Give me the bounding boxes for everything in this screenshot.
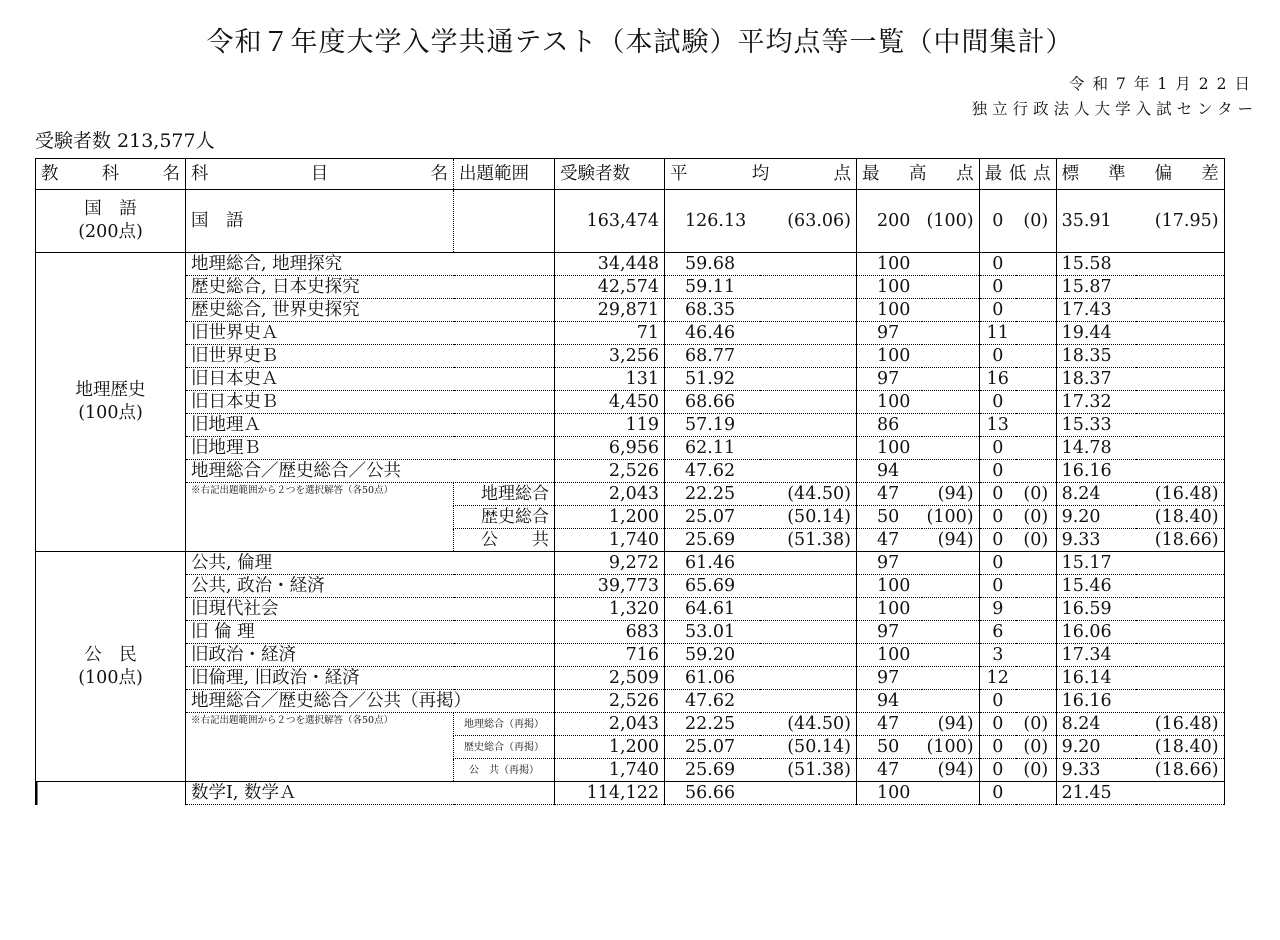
sd-cell-scaled: (16.48) xyxy=(1136,713,1224,736)
mean-cell-scaled xyxy=(760,644,857,667)
min-cell-scaled xyxy=(1016,437,1056,460)
mean-cell-scaled xyxy=(760,621,857,644)
table-row xyxy=(36,368,1225,391)
max-cell-scaled xyxy=(922,782,980,805)
sd-cell: 17.34 xyxy=(1056,644,1136,667)
max-cell: 100 xyxy=(857,598,922,621)
mean-cell: 47.62 xyxy=(665,460,760,483)
table-row xyxy=(36,782,1225,805)
sd-cell: 8.24 xyxy=(1056,713,1136,736)
examinee-cell: 119 xyxy=(555,414,665,437)
sd-cell: 9.20 xyxy=(1056,506,1136,529)
sd-cell-scaled xyxy=(1136,253,1224,276)
table-row xyxy=(36,190,1225,253)
sd-cell-scaled xyxy=(1136,368,1224,391)
sd-cell: 16.16 xyxy=(1056,690,1136,713)
examinee-cell: 1,200 xyxy=(555,506,665,529)
examinee-cell: 163,474 xyxy=(555,190,665,253)
mean-cell: 59.20 xyxy=(665,644,760,667)
sd-cell: 18.37 xyxy=(1056,368,1136,391)
max-cell-scaled: (94) xyxy=(922,483,980,506)
max-cell: 97 xyxy=(857,368,922,391)
selection-note: ※右記出題範囲から２つを選択解答（各50点） xyxy=(186,713,454,782)
examinee-cell: 39,773 xyxy=(555,575,665,598)
max-cell-scaled: (100) xyxy=(922,506,980,529)
mean-cell-scaled xyxy=(760,368,857,391)
examinee-cell: 2,526 xyxy=(555,460,665,483)
mean-cell-scaled xyxy=(760,437,857,460)
max-cell-scaled xyxy=(922,667,980,690)
sd-cell: 9.33 xyxy=(1056,759,1136,782)
course-name: 数学Ⅰ, 数学Ａ xyxy=(186,782,555,805)
max-cell-scaled xyxy=(922,368,980,391)
sd-cell: 9.20 xyxy=(1056,736,1136,759)
mean-cell-scaled xyxy=(760,690,857,713)
scope-cell: 公 共（再掲） xyxy=(454,759,555,782)
table-row xyxy=(36,299,1225,322)
examinee-cell: 34,448 xyxy=(555,253,665,276)
max-cell-scaled xyxy=(922,575,980,598)
scope-cell: 歴史総合（再掲） xyxy=(454,736,555,759)
sd-cell-scaled xyxy=(1136,552,1224,575)
mean-cell: 22.25 xyxy=(665,713,760,736)
table-row xyxy=(36,483,1225,506)
sd-cell: 16.16 xyxy=(1056,460,1136,483)
sd-cell: 15.46 xyxy=(1056,575,1136,598)
mean-cell: 61.06 xyxy=(665,667,760,690)
max-cell-scaled xyxy=(922,276,980,299)
min-cell-scaled: (0) xyxy=(1016,483,1056,506)
sd-cell-scaled xyxy=(1136,437,1224,460)
min-cell-scaled xyxy=(1016,667,1056,690)
sd-cell-scaled xyxy=(1136,299,1224,322)
examinee-count: 受験者数 213,577人 xyxy=(35,130,215,152)
table-row xyxy=(36,713,1225,736)
sd-cell: 15.17 xyxy=(1056,552,1136,575)
examinee-cell: 4,450 xyxy=(555,391,665,414)
examinee-cell: 2,043 xyxy=(555,713,665,736)
mean-cell-scaled xyxy=(760,391,857,414)
max-cell: 86 xyxy=(857,414,922,437)
subject-kokugo: 国 語 (200点) xyxy=(36,190,186,253)
min-cell-scaled: (0) xyxy=(1016,506,1056,529)
table-row xyxy=(36,391,1225,414)
examinee-cell: 2,509 xyxy=(555,667,665,690)
organization-line: 独立行政法人大学入試センター xyxy=(971,100,1258,118)
min-cell: 16 xyxy=(979,368,1016,391)
sd-cell-scaled: (16.48) xyxy=(1136,483,1224,506)
max-cell: 100 xyxy=(857,644,922,667)
course-name: 旧政治・経済 xyxy=(186,644,555,667)
sd-cell-scaled xyxy=(1136,391,1224,414)
header-scope: 出題範囲 xyxy=(454,159,555,190)
min-cell: 0 xyxy=(979,506,1016,529)
course-name: 地理総合, 地理探究 xyxy=(186,253,555,276)
min-cell: 0 xyxy=(979,345,1016,368)
max-cell-scaled xyxy=(922,644,980,667)
mean-cell-scaled: (63.06) xyxy=(760,190,857,253)
mean-cell-scaled xyxy=(760,552,857,575)
max-cell-scaled xyxy=(922,460,980,483)
min-cell: 9 xyxy=(979,598,1016,621)
examinee-cell: 71 xyxy=(555,322,665,345)
sd-cell-scaled xyxy=(1136,345,1224,368)
scope-cell: 歴史総合 xyxy=(454,506,555,529)
mean-cell: 126.13 xyxy=(665,190,760,253)
course-name: 旧日本史Ｂ xyxy=(186,391,555,414)
header-sd: 標 準 偏 差 xyxy=(1056,159,1224,190)
sd-cell: 18.35 xyxy=(1056,345,1136,368)
min-cell-scaled xyxy=(1016,552,1056,575)
mean-cell-scaled xyxy=(760,460,857,483)
max-cell: 97 xyxy=(857,322,922,345)
course-name: 旧世界史Ｂ xyxy=(186,345,555,368)
min-cell-scaled: (0) xyxy=(1016,759,1056,782)
examinee-cell: 9,272 xyxy=(555,552,665,575)
mean-cell: 25.69 xyxy=(665,529,760,552)
date-line: 令和7年1月22日 xyxy=(1069,75,1258,93)
min-cell-scaled xyxy=(1016,368,1056,391)
examinee-cell: 2,526 xyxy=(555,690,665,713)
examinee-cell: 3,256 xyxy=(555,345,665,368)
sd-cell: 16.06 xyxy=(1056,621,1136,644)
score-table xyxy=(35,158,1225,805)
examinee-cell: 683 xyxy=(555,621,665,644)
course-name: 歴史総合, 世界史探究 xyxy=(186,299,555,322)
header-examinees: 受験者数 xyxy=(555,159,665,190)
sd-cell-scaled xyxy=(1136,690,1224,713)
mean-cell-scaled xyxy=(760,598,857,621)
course-name: 地理総合／歴史総合／公共（再掲） xyxy=(186,690,555,713)
max-cell-scaled xyxy=(922,552,980,575)
table-row xyxy=(36,322,1225,345)
min-cell: 12 xyxy=(979,667,1016,690)
selection-note: ※右記出題範囲から２つを選択解答（各50点） xyxy=(186,483,454,552)
min-cell-scaled xyxy=(1016,782,1056,805)
min-cell: 0 xyxy=(979,253,1016,276)
sd-cell-scaled: (18.66) xyxy=(1136,529,1224,552)
table-row xyxy=(36,621,1225,644)
max-cell-scaled xyxy=(922,322,980,345)
mean-cell: 22.25 xyxy=(665,483,760,506)
course-name: 旧倫理, 旧政治・経済 xyxy=(186,667,555,690)
subject-komin: 公 民 (100点) xyxy=(36,552,186,782)
examinee-cell: 716 xyxy=(555,644,665,667)
course-name: 旧地理Ｂ xyxy=(186,437,555,460)
max-cell: 100 xyxy=(857,391,922,414)
sd-cell-scaled xyxy=(1136,322,1224,345)
sd-cell-scaled xyxy=(1136,644,1224,667)
sd-cell-scaled: (18.40) xyxy=(1136,506,1224,529)
mean-cell: 53.01 xyxy=(665,621,760,644)
min-cell: 6 xyxy=(979,621,1016,644)
min-cell: 0 xyxy=(979,483,1016,506)
table-row xyxy=(36,437,1225,460)
sd-cell-scaled xyxy=(1136,598,1224,621)
examinee-cell: 2,043 xyxy=(555,483,665,506)
sd-cell: 14.78 xyxy=(1056,437,1136,460)
header-subject: 教 科 名 xyxy=(36,159,186,190)
max-cell: 47 xyxy=(857,529,922,552)
mean-cell-scaled xyxy=(760,414,857,437)
sd-cell-scaled xyxy=(1136,575,1224,598)
max-cell: 100 xyxy=(857,782,922,805)
sd-cell-scaled xyxy=(1136,276,1224,299)
examinee-cell: 42,574 xyxy=(555,276,665,299)
header-mean: 平 均 点 xyxy=(665,159,857,190)
min-cell: 0 xyxy=(979,575,1016,598)
table-row xyxy=(36,575,1225,598)
subject-math xyxy=(36,782,186,805)
scope-cell: 地理総合 xyxy=(454,483,555,506)
mean-cell-scaled xyxy=(760,782,857,805)
min-cell: 0 xyxy=(979,391,1016,414)
sd-cell: 17.43 xyxy=(1056,299,1136,322)
sd-cell: 35.91 xyxy=(1056,190,1136,253)
mean-cell-scaled: (51.38) xyxy=(760,529,857,552)
examinee-cell: 1,740 xyxy=(555,529,665,552)
min-cell-scaled xyxy=(1016,299,1056,322)
min-cell: 0 xyxy=(979,713,1016,736)
mean-cell: 46.46 xyxy=(665,322,760,345)
mean-cell: 51.92 xyxy=(665,368,760,391)
table-row xyxy=(36,690,1225,713)
sd-cell-scaled xyxy=(1136,621,1224,644)
mean-cell-scaled xyxy=(760,253,857,276)
max-cell: 100 xyxy=(857,345,922,368)
mean-cell: 65.69 xyxy=(665,575,760,598)
table-row xyxy=(36,552,1225,575)
sd-cell: 9.33 xyxy=(1056,529,1136,552)
examinee-cell: 1,200 xyxy=(555,736,665,759)
mean-cell: 68.77 xyxy=(665,345,760,368)
mean-cell: 25.07 xyxy=(665,736,760,759)
min-cell: 0 xyxy=(979,529,1016,552)
min-cell-scaled xyxy=(1016,345,1056,368)
min-cell: 13 xyxy=(979,414,1016,437)
table-row xyxy=(36,644,1225,667)
sd-cell-scaled: (17.95) xyxy=(1136,190,1224,253)
min-cell-scaled: (0) xyxy=(1016,713,1056,736)
mean-cell: 25.69 xyxy=(665,759,760,782)
sd-cell: 17.32 xyxy=(1056,391,1136,414)
max-cell: 200 xyxy=(857,190,922,253)
max-cell: 47 xyxy=(857,483,922,506)
header-course: 科 目 名 xyxy=(186,159,454,190)
max-cell-scaled xyxy=(922,345,980,368)
mean-cell: 59.11 xyxy=(665,276,760,299)
max-cell: 47 xyxy=(857,759,922,782)
min-cell: 0 xyxy=(979,736,1016,759)
header-row xyxy=(36,159,1225,190)
mean-cell-scaled xyxy=(760,345,857,368)
examinee-cell: 29,871 xyxy=(555,299,665,322)
table-row xyxy=(36,460,1225,483)
mean-cell: 62.11 xyxy=(665,437,760,460)
page-title: 令和７年度大学入学共通テスト（本試験）平均点等一覧（中間集計） xyxy=(206,27,1074,58)
max-cell: 97 xyxy=(857,621,922,644)
max-cell-scaled xyxy=(922,414,980,437)
scope-cell: 公 共 xyxy=(454,529,555,552)
mean-cell: 59.68 xyxy=(665,253,760,276)
min-cell: 0 xyxy=(979,299,1016,322)
sd-cell: 15.87 xyxy=(1056,276,1136,299)
sd-cell: 15.58 xyxy=(1056,253,1136,276)
max-cell: 100 xyxy=(857,299,922,322)
header-min: 最 低 点 xyxy=(979,159,1056,190)
course-name: 旧 倫 理 xyxy=(186,621,555,644)
max-cell-scaled: (94) xyxy=(922,529,980,552)
max-cell: 50 xyxy=(857,506,922,529)
mean-cell-scaled: (44.50) xyxy=(760,713,857,736)
mean-cell-scaled xyxy=(760,322,857,345)
mean-cell: 57.19 xyxy=(665,414,760,437)
mean-cell: 68.35 xyxy=(665,299,760,322)
min-cell: 0 xyxy=(979,437,1016,460)
course-name: 公共, 政治・経済 xyxy=(186,575,555,598)
sd-cell-scaled xyxy=(1136,460,1224,483)
sd-cell: 16.59 xyxy=(1056,598,1136,621)
min-cell-scaled: (0) xyxy=(1016,190,1056,253)
sd-cell-scaled: (18.40) xyxy=(1136,736,1224,759)
table-row xyxy=(36,414,1225,437)
header-max: 最 高 点 xyxy=(857,159,980,190)
min-cell-scaled xyxy=(1016,621,1056,644)
scope-cell xyxy=(454,190,555,253)
sd-cell: 15.33 xyxy=(1056,414,1136,437)
course-name: 旧日本史Ａ xyxy=(186,368,555,391)
mean-cell-scaled: (44.50) xyxy=(760,483,857,506)
max-cell-scaled: (94) xyxy=(922,713,980,736)
mean-cell: 64.61 xyxy=(665,598,760,621)
min-cell-scaled xyxy=(1016,690,1056,713)
min-cell: 0 xyxy=(979,276,1016,299)
max-cell-scaled: (94) xyxy=(922,759,980,782)
mean-cell: 25.07 xyxy=(665,506,760,529)
table-row xyxy=(36,253,1225,276)
max-cell-scaled xyxy=(922,621,980,644)
mean-cell: 68.66 xyxy=(665,391,760,414)
max-cell: 97 xyxy=(857,552,922,575)
mean-cell-scaled xyxy=(760,575,857,598)
max-cell: 100 xyxy=(857,575,922,598)
min-cell: 0 xyxy=(979,690,1016,713)
min-cell: 3 xyxy=(979,644,1016,667)
sd-cell-scaled xyxy=(1136,782,1224,805)
examinee-cell: 1,740 xyxy=(555,759,665,782)
sd-cell: 8.24 xyxy=(1056,483,1136,506)
min-cell: 0 xyxy=(979,552,1016,575)
course-name: 歴史総合, 日本史探究 xyxy=(186,276,555,299)
course-name: 地理総合／歴史総合／公共 xyxy=(186,460,555,483)
mean-cell: 47.62 xyxy=(665,690,760,713)
min-cell-scaled xyxy=(1016,414,1056,437)
min-cell-scaled xyxy=(1016,575,1056,598)
table-row xyxy=(36,598,1225,621)
min-cell-scaled: (0) xyxy=(1016,736,1056,759)
max-cell-scaled xyxy=(922,299,980,322)
sd-cell-scaled: (18.66) xyxy=(1136,759,1224,782)
min-cell: 0 xyxy=(979,782,1016,805)
max-cell: 94 xyxy=(857,690,922,713)
min-cell-scaled: (0) xyxy=(1016,529,1056,552)
mean-cell-scaled: (50.14) xyxy=(760,736,857,759)
min-cell-scaled xyxy=(1016,644,1056,667)
mean-cell-scaled xyxy=(760,667,857,690)
max-cell: 100 xyxy=(857,437,922,460)
max-cell: 94 xyxy=(857,460,922,483)
sd-cell: 16.14 xyxy=(1056,667,1136,690)
min-cell-scaled xyxy=(1016,253,1056,276)
sd-cell-scaled xyxy=(1136,414,1224,437)
min-cell: 0 xyxy=(979,190,1016,253)
examinee-cell: 6,956 xyxy=(555,437,665,460)
max-cell: 47 xyxy=(857,713,922,736)
min-cell-scaled xyxy=(1016,391,1056,414)
course-name: 国 語 xyxy=(186,190,454,253)
min-cell-scaled xyxy=(1016,598,1056,621)
table-row xyxy=(36,345,1225,368)
max-cell-scaled xyxy=(922,437,980,460)
mean-cell: 56.66 xyxy=(665,782,760,805)
min-cell-scaled xyxy=(1016,460,1056,483)
table-row xyxy=(36,276,1225,299)
min-cell: 11 xyxy=(979,322,1016,345)
max-cell-scaled xyxy=(922,690,980,713)
examinee-cell: 114,122 xyxy=(555,782,665,805)
min-cell-scaled xyxy=(1016,322,1056,345)
mean-cell-scaled xyxy=(760,276,857,299)
course-name: 旧世界史Ａ xyxy=(186,322,555,345)
mean-cell-scaled: (50.14) xyxy=(760,506,857,529)
mean-cell-scaled xyxy=(760,299,857,322)
min-cell: 0 xyxy=(979,759,1016,782)
course-name: 旧地理Ａ xyxy=(186,414,555,437)
max-cell-scaled xyxy=(922,598,980,621)
subject-chireki: 地理歴史 (100点) xyxy=(36,253,186,552)
max-cell-scaled: (100) xyxy=(922,190,980,253)
mean-cell-scaled: (51.38) xyxy=(760,759,857,782)
course-name: 公共, 倫理 xyxy=(186,552,555,575)
mean-cell: 61.46 xyxy=(665,552,760,575)
examinee-cell: 1,320 xyxy=(555,598,665,621)
max-cell: 97 xyxy=(857,667,922,690)
sd-cell: 19.44 xyxy=(1056,322,1136,345)
max-cell: 100 xyxy=(857,253,922,276)
sd-cell: 21.45 xyxy=(1056,782,1136,805)
table-row xyxy=(36,667,1225,690)
max-cell: 50 xyxy=(857,736,922,759)
examinee-cell: 131 xyxy=(555,368,665,391)
min-cell: 0 xyxy=(979,460,1016,483)
course-name: 旧現代社会 xyxy=(186,598,555,621)
scope-cell: 地理総合（再掲） xyxy=(454,713,555,736)
max-cell-scaled xyxy=(922,253,980,276)
max-cell-scaled: (100) xyxy=(922,736,980,759)
max-cell-scaled xyxy=(922,391,980,414)
sd-cell-scaled xyxy=(1136,667,1224,690)
min-cell-scaled xyxy=(1016,276,1056,299)
max-cell: 100 xyxy=(857,276,922,299)
